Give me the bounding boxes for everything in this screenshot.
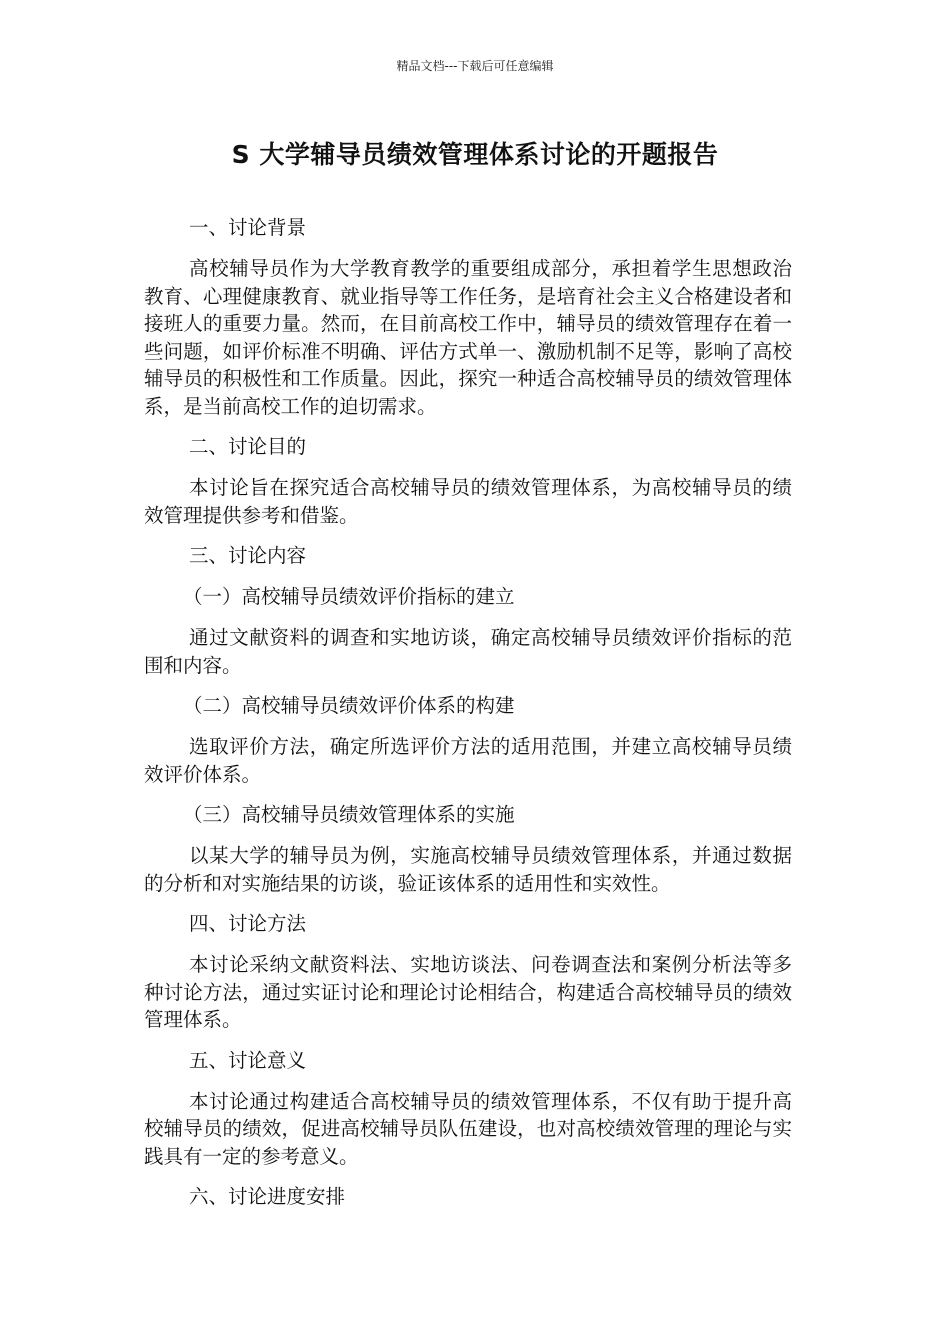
paragraph-implementation: 以某大学的辅导员为例，实施高校辅导员绩效管理体系，并通过数据的分析和对实施结果的访谈，验证该体系的适用性和实效性。 bbox=[144, 844, 792, 895]
section-heading-significance: 五、讨论意义 bbox=[189, 1048, 307, 1072]
section-heading-schedule: 六、讨论进度安排 bbox=[189, 1185, 346, 1208]
document-title: S 大学辅导员绩效管理体系讨论的开题报告 bbox=[231, 140, 719, 169]
page-header: 精品文档---下载后可任意编辑 bbox=[396, 59, 554, 73]
paragraph-methods: 本讨论采纳文献资料法、实地访谈法、问卷调查法和案例分析法等多种讨论方法，通过实证讨论和理论讨论相结合，构建适合高校辅导员的绩效管理体系。 bbox=[144, 953, 792, 1031]
paragraph-background: 高校辅导员作为大学教育教学的重要组成部分，承担着学生思想政治教育、心理健康教育、就业指导等工作任务，是培育社会主义合格建设者和接班人的重要力量。然而，在目前高校工作中，辅导员的绩效管理存在着一些问题，如评价标准不明确、评估方式单一、激励机制不足等，影响了高校辅导员的积极性和工作质量。因此，探究一种适合高校辅导员的绩效管理体系，是当前高校工作的迫切需求。 bbox=[144, 257, 792, 418]
section-heading-purpose: 二、讨论目的 bbox=[189, 435, 307, 458]
paragraph-purpose: 本讨论旨在探究适合高校辅导员的绩效管理体系，为高校辅导员的绩效管理提供参考和借鉴。 bbox=[144, 476, 792, 527]
paragraph-significance: 本讨论通过构建适合高校辅导员的绩效管理体系，不仅有助于提升高校辅导员的绩效，促进高校辅导员队伍建设，也对高校绩效管理的理论与实践具有一定的参考意义。 bbox=[144, 1089, 792, 1168]
section-heading-content: 三、讨论内容 bbox=[189, 544, 307, 567]
subheading-system-construction: （二）高校辅导员绩效评价体系的构建 bbox=[183, 694, 515, 717]
paragraph-system-construction: 选取评价方法，确定所选评价方法的适用范围，并建立高校辅导员绩效评价体系。 bbox=[144, 735, 792, 786]
section-heading-methods: 四、讨论方法 bbox=[189, 912, 307, 935]
document-body bbox=[144, 214, 792, 1224]
subheading-indicators: （一）高校辅导员绩效评价指标的建立 bbox=[183, 585, 515, 608]
section-heading-background: 一、讨论背景 bbox=[189, 216, 307, 239]
subheading-implementation: （三）高校辅导员绩效管理体系的实施 bbox=[183, 803, 515, 826]
paragraph-indicators: 通过文献资料的调查和实地访谈，确定高校辅导员绩效评价指标的范围和内容。 bbox=[144, 626, 792, 677]
